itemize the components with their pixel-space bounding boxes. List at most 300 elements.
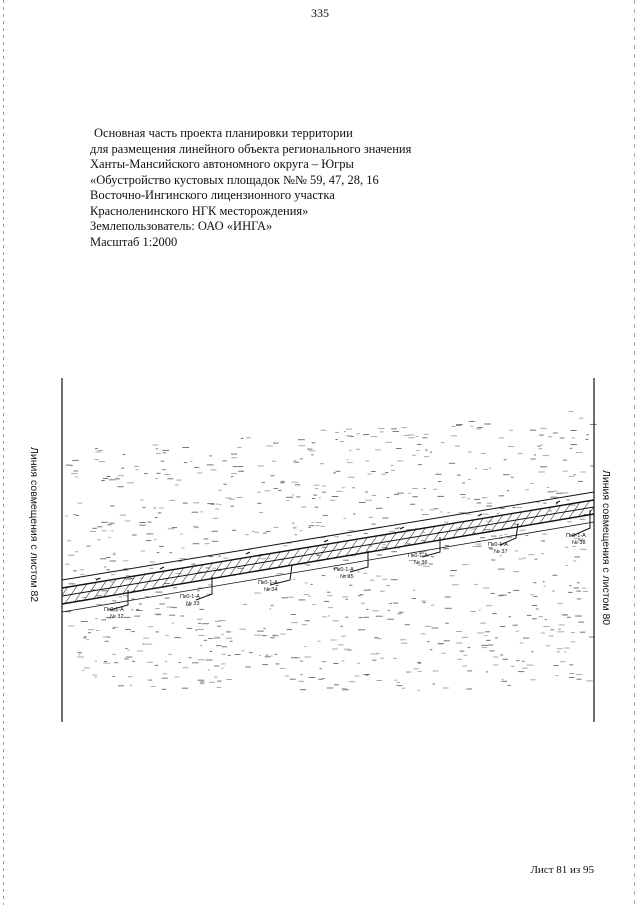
texture-speck [257, 492, 261, 493]
texture-speck [103, 636, 107, 637]
texture-speck [487, 503, 492, 504]
texture-speck [132, 535, 137, 536]
texture-speck [363, 573, 367, 574]
texture-speck [532, 618, 537, 619]
texture-speck [77, 657, 83, 658]
texture-speck [574, 557, 580, 558]
texture-speck [385, 472, 388, 473]
texture-speck [365, 500, 372, 501]
texture-speck [292, 494, 295, 495]
texture-speck [327, 592, 331, 593]
texture-speck [342, 689, 348, 690]
texture-speck [460, 494, 465, 495]
texture-speck [333, 663, 338, 664]
texture-speck [503, 659, 509, 660]
texture-speck [542, 455, 549, 456]
texture-speck [355, 676, 360, 677]
texture-speck [346, 429, 352, 430]
texture-speck [516, 631, 519, 632]
texture-speck [482, 647, 487, 648]
texture-speck [541, 553, 544, 554]
texture-speck [518, 671, 524, 672]
texture-speck [136, 610, 143, 611]
title-block [90, 126, 411, 250]
texture-speck [154, 539, 157, 540]
texture-speck [389, 603, 391, 604]
texture-speck [101, 619, 106, 620]
texture-speck [477, 427, 483, 428]
texture-speck [314, 485, 320, 486]
texture-speck [543, 503, 546, 504]
texture-speck [357, 663, 360, 664]
texture-speck [517, 507, 522, 508]
texture-speck [401, 643, 408, 644]
texture-speck [456, 425, 461, 426]
texture-speck [137, 651, 143, 652]
texture-speck [433, 671, 439, 672]
match-line-right-label: Линия совмещения с листом 80 [600, 470, 612, 626]
texture-speck [273, 527, 278, 528]
texture-speck [291, 622, 297, 623]
texture-speck [438, 643, 444, 644]
texture-speck [213, 518, 218, 519]
texture-speck [485, 631, 490, 632]
texture-speck [581, 472, 586, 473]
texture-speck [372, 495, 377, 496]
texture-speck [316, 522, 322, 523]
texture-speck [258, 465, 264, 466]
texture-speck [455, 446, 460, 447]
texture-speck [327, 595, 332, 596]
texture-speck [270, 475, 274, 476]
texture-speck [104, 661, 107, 662]
texture-speck [451, 435, 457, 436]
texture-speck [172, 623, 174, 624]
texture-speck [489, 549, 493, 550]
texture-speck [366, 609, 368, 610]
texture-speck [380, 591, 385, 592]
texture-speck [83, 637, 86, 638]
texture-speck [480, 537, 485, 538]
match-line-left-label: Линия совмещения с листом 82 [28, 447, 40, 603]
texture-speck [361, 603, 365, 604]
texture-speck [229, 499, 235, 500]
texture-speck [533, 582, 536, 583]
texture-speck [573, 474, 575, 475]
texture-speck [106, 569, 110, 570]
texture-speck [215, 621, 221, 622]
texture-speck [580, 632, 586, 633]
texture-speck [306, 565, 310, 566]
texture-speck [575, 616, 582, 617]
texture-speck [136, 469, 139, 470]
texture-speck [369, 517, 373, 518]
texture-speck [409, 672, 412, 673]
texture-speck [259, 655, 261, 656]
texture-speck [199, 635, 205, 636]
texture-speck [513, 625, 518, 626]
texture-speck [286, 500, 289, 501]
texture-speck [328, 607, 333, 608]
texture-speck [322, 661, 325, 662]
texture-speck [576, 452, 583, 453]
texture-speck [182, 548, 185, 549]
texture-speck [536, 608, 539, 609]
texture-speck [118, 685, 124, 686]
texture-speck [106, 476, 110, 477]
texture-speck [193, 526, 197, 527]
texture-speck [559, 624, 565, 625]
texture-speck [139, 525, 145, 526]
texture-speck [266, 531, 271, 532]
texture-speck [452, 584, 459, 585]
texture-speck [550, 629, 554, 630]
texture-speck [150, 562, 155, 563]
texture-speck [530, 679, 535, 680]
texture-speck [432, 628, 439, 629]
texture-speck [226, 679, 232, 680]
texture-speck [569, 673, 574, 674]
texture-speck [586, 439, 589, 440]
texture-speck [126, 575, 130, 576]
texture-speck [431, 556, 434, 557]
texture-speck [165, 598, 170, 599]
texture-speck [226, 631, 231, 632]
texture-speck [394, 494, 399, 495]
texture-speck [551, 497, 558, 498]
texture-speck [518, 453, 523, 454]
texture-speck [516, 660, 519, 661]
texture-speck [193, 502, 199, 503]
texture-speck [197, 590, 200, 591]
texture-speck [110, 506, 114, 507]
texture-speck [257, 631, 264, 632]
texture-speck [192, 512, 199, 513]
texture-speck [413, 668, 418, 669]
texture-speck [413, 590, 415, 591]
texture-speck [153, 445, 159, 446]
texture-speck [291, 657, 298, 658]
texture-speck [107, 524, 111, 525]
texture-speck [341, 636, 346, 637]
texture-speck [483, 514, 488, 515]
title-line: «Обустройство кустовых площадок №№ 59, 47, 28, 16 [90, 172, 379, 187]
texture-speck [534, 454, 536, 455]
texture-speck [486, 671, 488, 672]
texture-speck [231, 476, 234, 477]
texture-speck [200, 645, 202, 646]
texture-speck [526, 535, 529, 536]
texture-speck [590, 424, 597, 425]
texture-speck [309, 450, 316, 451]
texture-speck [586, 680, 593, 681]
texture-speck [493, 665, 498, 666]
texture-speck [380, 658, 384, 659]
texture-speck [421, 600, 426, 601]
texture-speck [376, 508, 383, 509]
texture-speck [349, 681, 355, 682]
texture-speck [273, 443, 279, 444]
texture-speck [335, 432, 339, 433]
texture-speck [395, 528, 399, 529]
texture-speck [328, 615, 330, 616]
texture-speck [577, 679, 582, 680]
texture-speck [556, 503, 558, 504]
texture-speck [348, 477, 355, 478]
texture-speck [305, 620, 310, 621]
texture-speck [430, 452, 432, 453]
texture-speck [473, 546, 480, 547]
planning-drawing [0, 370, 640, 730]
texture-speck [198, 680, 205, 681]
texture-speck [412, 598, 416, 599]
page-number: 335 [311, 6, 329, 20]
texture-speck [523, 638, 529, 639]
texture-speck [544, 586, 546, 587]
texture-speck [462, 637, 468, 638]
texture-speck [155, 608, 159, 609]
texture-speck [197, 629, 204, 630]
texture-speck [322, 616, 327, 617]
texture-speck [405, 624, 410, 625]
texture-speck [508, 446, 515, 447]
texture-speck [127, 657, 132, 658]
texture-speck [121, 468, 124, 469]
texture-speck [222, 646, 227, 647]
texture-speck [553, 433, 558, 434]
texture-speck [125, 648, 128, 649]
texture-speck [491, 593, 495, 594]
texture-speck [304, 657, 311, 658]
texture-speck [573, 588, 579, 589]
texture-speck [493, 657, 498, 658]
texture-speck [563, 471, 568, 472]
texture-speck [557, 651, 560, 652]
texture-speck [336, 439, 338, 440]
texture-speck [360, 594, 364, 595]
texture-speck [131, 599, 134, 600]
texture-speck [365, 492, 368, 493]
texture-speck [98, 450, 104, 451]
texture-speck [456, 643, 463, 644]
texture-speck [163, 452, 166, 453]
texture-speck [150, 568, 154, 569]
texture-speck [376, 576, 381, 577]
texture-speck [435, 474, 441, 475]
texture-speck [497, 513, 499, 514]
texture-speck [300, 530, 303, 531]
texture-speck [182, 688, 188, 689]
texture-speck [130, 685, 132, 686]
texture-speck [103, 663, 110, 664]
texture-speck [552, 575, 557, 576]
point-num: № 36 [414, 560, 428, 566]
texture-speck [270, 637, 275, 638]
texture-speck [106, 557, 111, 558]
texture-speck [489, 468, 491, 469]
texture-speck [522, 668, 527, 669]
texture-speck [394, 680, 397, 681]
texture-speck [492, 613, 496, 614]
texture-speck [430, 649, 433, 650]
texture-speck [80, 574, 84, 575]
texture-speck [590, 466, 593, 467]
texture-speck [391, 428, 397, 429]
texture-speck [456, 631, 462, 632]
texture-speck [312, 604, 315, 605]
texture-speck [346, 599, 348, 600]
texture-speck [241, 438, 244, 439]
texture-speck [344, 518, 346, 519]
texture-speck [437, 496, 444, 497]
point-num: № 32 [110, 614, 124, 620]
texture-speck [123, 454, 126, 455]
texture-speck [530, 430, 536, 431]
texture-speck [389, 531, 395, 532]
texture-speck [309, 677, 316, 678]
texture-speck [78, 652, 82, 653]
texture-speck [351, 436, 354, 437]
texture-speck [462, 564, 468, 565]
texture-speck [156, 614, 161, 615]
texture-speck [538, 616, 543, 617]
texture-speck [514, 571, 520, 572]
texture-speck [291, 614, 296, 615]
texture-speck [96, 630, 99, 631]
texture-speck [391, 465, 394, 466]
texture-speck [67, 540, 71, 541]
texture-speck [554, 665, 559, 666]
texture-speck [372, 524, 376, 525]
texture-speck [239, 629, 246, 630]
texture-speck [359, 502, 366, 503]
texture-speck [113, 553, 116, 554]
texture-speck [402, 427, 407, 428]
texture-speck [340, 441, 345, 442]
texture-speck [140, 499, 143, 500]
texture-speck [230, 641, 233, 642]
texture-speck [283, 545, 287, 546]
texture-speck [429, 564, 433, 565]
texture-speck [71, 473, 78, 474]
texture-speck [423, 437, 428, 438]
texture-speck [221, 663, 225, 664]
texture-speck [501, 681, 507, 682]
texture-speck [527, 615, 532, 616]
texture-speck [540, 445, 543, 446]
texture-speck [322, 492, 326, 493]
texture-speck [357, 571, 361, 572]
texture-speck [397, 460, 403, 461]
texture-speck [377, 638, 382, 639]
texture-speck [576, 674, 583, 675]
texture-speck [462, 497, 466, 498]
texture-speck [311, 454, 314, 455]
texture-speck [263, 628, 265, 629]
texture-speck [527, 665, 534, 666]
texture-speck [533, 596, 537, 597]
texture-speck [131, 631, 135, 632]
texture-speck [184, 462, 187, 463]
texture-speck [421, 633, 426, 634]
texture-speck [145, 596, 149, 597]
texture-speck [347, 462, 352, 463]
texture-speck [96, 451, 102, 452]
texture-speck [169, 615, 175, 616]
texture-speck [278, 490, 281, 491]
texture-speck [88, 632, 91, 633]
texture-speck [272, 635, 278, 636]
texture-speck [217, 687, 222, 688]
texture-speck [313, 495, 317, 496]
texture-speck [191, 564, 196, 565]
texture-speck [441, 442, 445, 443]
texture-speck [97, 526, 102, 527]
texture-speck [445, 545, 449, 546]
texture-speck [321, 430, 327, 431]
texture-speck [151, 686, 156, 687]
texture-speck [364, 590, 370, 591]
texture-speck [571, 641, 576, 642]
texture-speck [320, 463, 324, 464]
texture-speck [76, 515, 79, 516]
texture-speck [293, 460, 296, 461]
texture-speck [231, 457, 237, 458]
texture-speck [294, 462, 299, 463]
texture-speck [391, 551, 397, 552]
texture-speck [397, 682, 400, 683]
texture-speck [445, 623, 449, 624]
texture-speck [145, 644, 152, 645]
texture-speck [84, 667, 90, 668]
texture-speck [300, 661, 303, 662]
texture-speck [164, 474, 169, 475]
texture-speck [371, 436, 378, 437]
texture-speck [162, 450, 169, 451]
texture-speck [204, 640, 207, 641]
texture-speck [580, 549, 587, 550]
texture-speck [336, 471, 341, 472]
texture-speck [404, 435, 410, 436]
texture-speck [156, 473, 160, 474]
texture-speck [209, 682, 215, 683]
texture-speck [271, 605, 274, 606]
texture-speck [511, 666, 515, 667]
texture-speck [569, 411, 574, 412]
texture-speck [300, 458, 303, 459]
texture-speck [136, 609, 139, 610]
texture-speck [205, 543, 210, 544]
texture-speck [430, 509, 435, 510]
texture-speck [397, 493, 404, 494]
texture-speck [285, 676, 289, 677]
texture-speck [382, 518, 388, 519]
texture-speck [116, 478, 120, 479]
texture-speck [65, 515, 68, 516]
texture-speck [298, 599, 305, 600]
texture-speck [539, 435, 544, 436]
texture-speck [543, 626, 549, 627]
texture-speck [366, 675, 368, 676]
texture-speck [375, 449, 381, 450]
texture-speck [183, 667, 189, 668]
texture-speck [78, 503, 82, 504]
texture-speck [249, 652, 253, 653]
texture-speck [81, 621, 88, 622]
texture-speck [476, 429, 481, 430]
texture-speck [246, 437, 251, 438]
texture-speck [412, 488, 417, 489]
